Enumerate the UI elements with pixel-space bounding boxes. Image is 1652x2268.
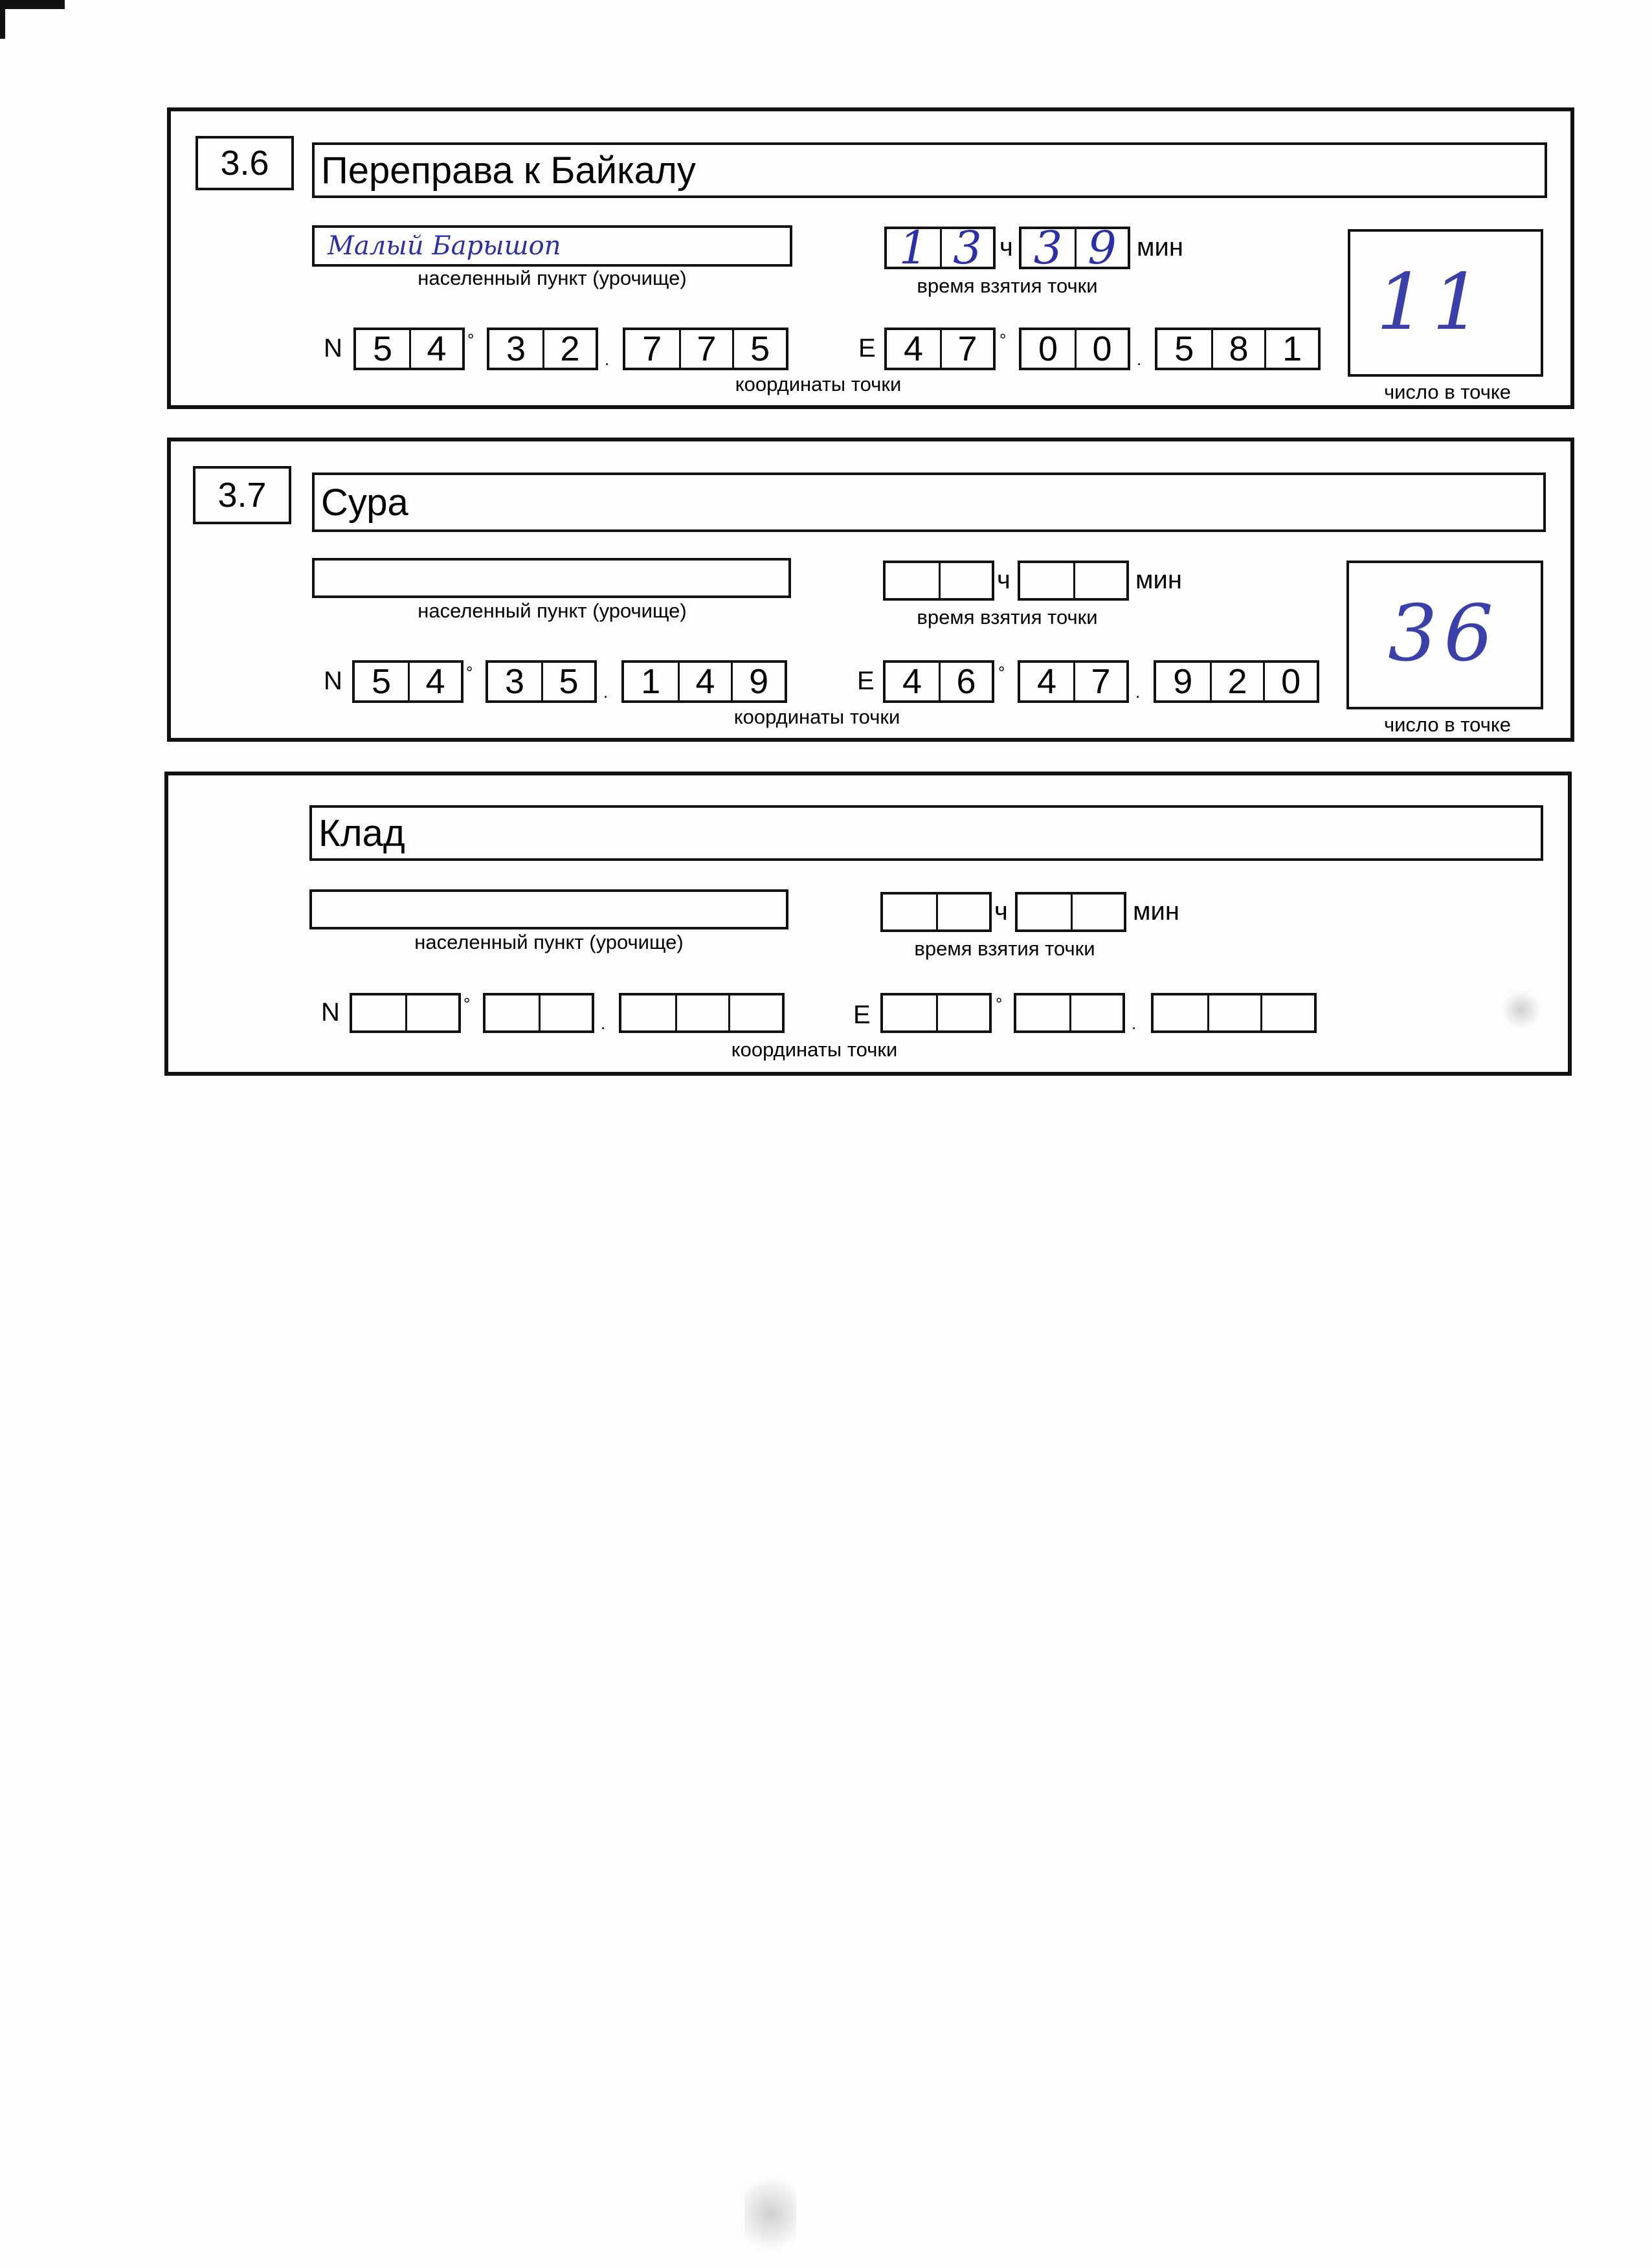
- coords-caption: координаты точки: [735, 373, 902, 395]
- lon-digit: 0: [1075, 330, 1128, 368]
- place-caption: населенный пункт (урочище): [418, 267, 687, 289]
- lon-digit: [936, 995, 989, 1030]
- degree-symbol: °: [466, 663, 473, 682]
- time-minutes-digit: [1018, 895, 1071, 929]
- hours-unit: ч: [994, 897, 1008, 926]
- lat-minutes-field[interactable]: [483, 993, 594, 1033]
- lon-digit: 0: [1038, 329, 1058, 368]
- time-minutes-digit: 3: [1033, 221, 1063, 274]
- lon-digit: 6: [939, 663, 992, 700]
- lat-digit: 5: [372, 329, 392, 368]
- lat-digit: [405, 995, 458, 1030]
- lat-label: N: [324, 667, 342, 695]
- lon-fraction-field[interactable]: [1151, 993, 1317, 1033]
- time-minutes-field[interactable]: [1019, 221, 1130, 274]
- lon-digit: 9: [1173, 662, 1193, 701]
- lon-degrees-field[interactable]: [883, 660, 994, 703]
- lat-digit: 5: [732, 330, 786, 368]
- lat-digit: 7: [642, 329, 662, 368]
- lon-digit: 4: [902, 662, 922, 701]
- count-field[interactable]: [1348, 229, 1543, 377]
- degree-symbol: °: [467, 330, 474, 350]
- place-field[interactable]: [312, 558, 791, 598]
- checkpoint-number: 3.7: [193, 466, 291, 524]
- time-hours-digit: [939, 563, 992, 598]
- lat-minutes-field[interactable]: [486, 660, 597, 703]
- lat-digit: 5: [371, 662, 391, 701]
- place-field[interactable]: [312, 225, 792, 267]
- minutes-unit: мин: [1133, 897, 1179, 926]
- checkpoint-title[interactable]: Клад: [309, 805, 1543, 861]
- lon-digit: [1016, 995, 1069, 1030]
- lon-digit: 5: [1174, 329, 1194, 368]
- checkpoint-number: 3.6: [195, 136, 294, 190]
- count-value-handwritten: 11: [1376, 258, 1488, 348]
- count-caption: число в точке: [1383, 713, 1512, 736]
- dot-symbol: .: [605, 350, 610, 369]
- lon-digit: [1260, 995, 1314, 1030]
- lat-digit: [621, 995, 675, 1030]
- degree-symbol: °: [998, 663, 1005, 682]
- lon-fraction-field[interactable]: [1154, 660, 1319, 703]
- lat-digit: 4: [408, 663, 461, 700]
- lon-digit: [1207, 995, 1261, 1030]
- time-minutes-digit: 9: [1075, 229, 1128, 267]
- lat-digit: 2: [542, 330, 596, 368]
- count-value-handwritten: 36: [1388, 589, 1500, 679]
- time-caption: время взятия точки: [917, 274, 1098, 297]
- lat-degrees-field[interactable]: [350, 993, 461, 1033]
- count-field[interactable]: [1346, 561, 1543, 709]
- time-minutes-digit: [1073, 563, 1126, 598]
- lon-label: E: [853, 1001, 871, 1029]
- lon-degrees-field[interactable]: [884, 328, 996, 370]
- lon-digit: [883, 995, 936, 1030]
- dot-symbol: .: [1132, 1014, 1137, 1033]
- lon-digit: 4: [903, 329, 923, 368]
- time-minutes-field[interactable]: [1015, 892, 1126, 932]
- time-minutes-digit: [1020, 563, 1073, 598]
- scan-corner-mark: [0, 0, 65, 9]
- time-hours-field[interactable]: [884, 221, 996, 274]
- lat-digit: 4: [678, 663, 731, 700]
- dot-symbol: .: [1137, 350, 1142, 369]
- checkpoint-title[interactable]: Сура: [312, 472, 1546, 532]
- coords-caption: координаты точки: [731, 1038, 898, 1061]
- lat-fraction-field[interactable]: [623, 328, 788, 370]
- time-caption: время взятия точки: [917, 606, 1098, 628]
- lat-digit: 5: [541, 663, 594, 700]
- lat-digit: [486, 995, 539, 1030]
- lon-digit: 4: [1036, 662, 1056, 701]
- lat-degrees-field[interactable]: [352, 660, 463, 703]
- lat-fraction-field[interactable]: [621, 660, 787, 703]
- time-hours-field[interactable]: [883, 561, 994, 601]
- lat-digit: 9: [731, 663, 785, 700]
- scan-smudge: [744, 2168, 796, 2259]
- lon-minutes-field[interactable]: [1019, 328, 1130, 370]
- lon-degrees-field[interactable]: [880, 993, 992, 1033]
- dot-symbol: .: [603, 682, 608, 702]
- lat-digit: 7: [679, 330, 733, 368]
- time-hours-digit: [886, 563, 939, 598]
- lon-digit: 7: [940, 330, 993, 368]
- lat-digit: 3: [504, 662, 524, 701]
- time-hours-digit: 3: [940, 229, 993, 267]
- checkpoint-title[interactable]: Переправа к Байкалу: [312, 142, 1547, 198]
- lon-digit: 1: [1264, 330, 1318, 368]
- time-minutes-digit: [1071, 895, 1124, 929]
- hours-unit: ч: [997, 566, 1010, 594]
- lon-label: E: [858, 334, 876, 362]
- lon-digit: 2: [1210, 663, 1264, 700]
- time-minutes-field[interactable]: [1018, 561, 1129, 601]
- lat-fraction-field[interactable]: [619, 993, 785, 1033]
- count-caption: число в точке: [1383, 381, 1512, 403]
- lon-digit: 0: [1263, 663, 1317, 700]
- lon-fraction-field[interactable]: [1155, 328, 1321, 370]
- lon-digit: 8: [1211, 330, 1265, 368]
- minutes-unit: мин: [1137, 233, 1183, 261]
- place-caption: населенный пункт (урочище): [414, 931, 684, 953]
- lat-digit: 3: [506, 329, 526, 368]
- lat-digit: [728, 995, 782, 1030]
- scan-corner-mark-vertical: [0, 0, 5, 39]
- lon-label: E: [857, 667, 875, 695]
- coords-caption: координаты точки: [733, 706, 900, 728]
- lat-label: N: [324, 334, 342, 362]
- degree-symbol: °: [999, 330, 1007, 350]
- minutes-unit: мин: [1135, 566, 1182, 594]
- time-hours-digit: [883, 895, 936, 929]
- place-field[interactable]: [309, 889, 788, 929]
- dot-symbol: .: [601, 1014, 606, 1033]
- hours-unit: ч: [999, 233, 1013, 261]
- lat-digit: [675, 995, 729, 1030]
- degree-symbol: °: [463, 994, 471, 1014]
- lon-minutes-field[interactable]: [1018, 660, 1129, 703]
- time-hours-digit: 1: [899, 221, 928, 274]
- place-value-handwritten: Малый Барышоп: [328, 231, 561, 261]
- time-hours-field[interactable]: [880, 892, 992, 932]
- lat-minutes-field[interactable]: [487, 328, 598, 370]
- lat-label: N: [321, 998, 340, 1027]
- lat-digit: 1: [641, 662, 661, 701]
- lon-digit: [1069, 995, 1122, 1030]
- time-hours-digit: [936, 895, 989, 929]
- lon-digit: 7: [1073, 663, 1126, 700]
- place-caption: населенный пункт (урочище): [418, 599, 687, 622]
- degree-symbol: °: [996, 994, 1003, 1014]
- lat-digit: 4: [409, 330, 462, 368]
- time-caption: время взятия точки: [914, 937, 1095, 960]
- dot-symbol: .: [1135, 682, 1141, 702]
- lat-digit: [539, 995, 592, 1030]
- lat-digit: [352, 995, 405, 1030]
- lat-degrees-field[interactable]: [353, 328, 465, 370]
- scan-smudge: [1502, 990, 1541, 1029]
- lon-minutes-field[interactable]: [1014, 993, 1125, 1033]
- lon-digit: [1154, 995, 1207, 1030]
